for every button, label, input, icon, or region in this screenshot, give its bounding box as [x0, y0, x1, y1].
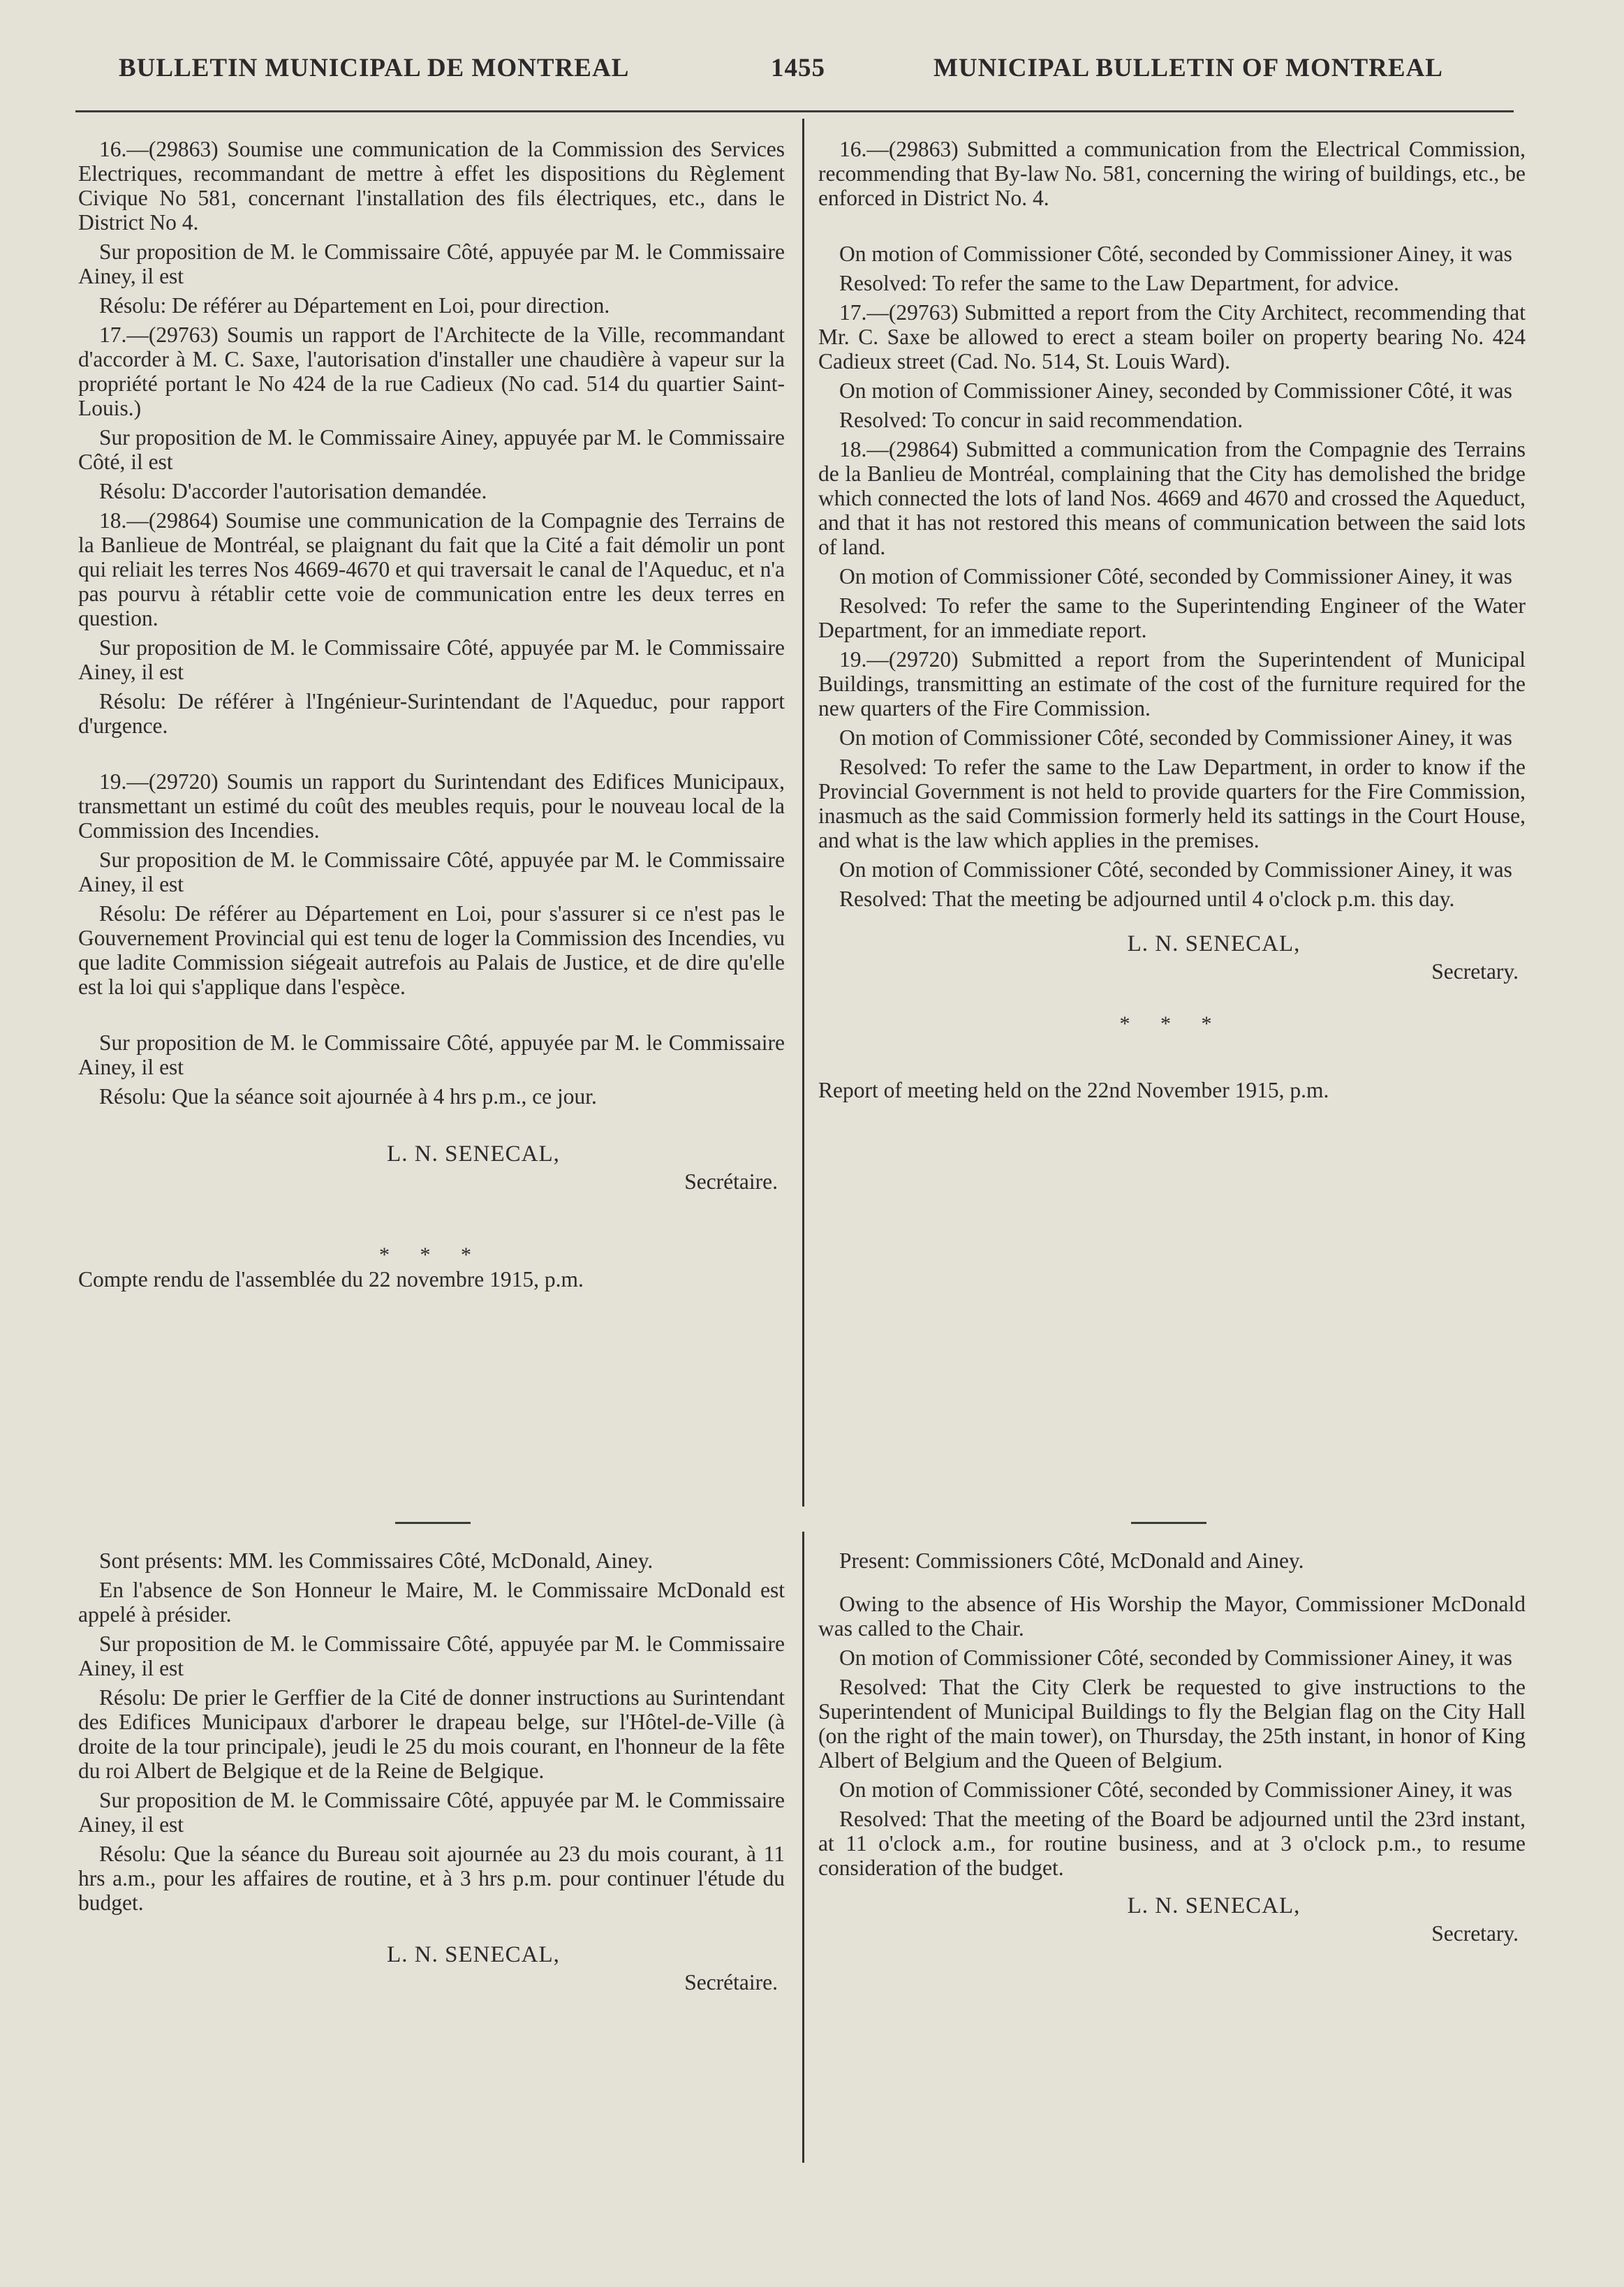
english-column-session-1	[818, 137, 1526, 1107]
motion-17-en: On motion of Commissioner Ainey, seconded by Commissioner Côté, it was	[839, 378, 1512, 403]
present-fr: Sont présents: MM. les Commissaires Côté, McDonald, Ainey.	[99, 1548, 654, 1573]
motion-16-en: On motion of Commissioner Côté, seconded by Commissioner Ainey, it was	[839, 242, 1512, 266]
signature-title: Secrétaire.	[684, 1970, 778, 1994]
motion-19-fr: Sur proposition de M. le Commissaire Côté, appuyée par M. le Commissaire Ainey, il est	[78, 848, 785, 896]
signature-title: Secrétaire.	[684, 1169, 778, 1194]
item-18-fr: 18.—(29864) Soumise une communication de la Compagnie des Terrains de la Banlieue de Montréal, se plaignant du fait que la Cité a fait démolir un pont qui reliait les terres Nos 4669-4670 et qui traversait le canal de l'Aqueduc, et n'a pas pourvu à rétablir cette voie de communication entre les deux terres en question.	[78, 508, 785, 630]
section-rule-french	[395, 1522, 471, 1524]
section-rule-english	[1131, 1522, 1206, 1524]
resolution-17-en: Resolved: To concur in said recommendation.	[839, 408, 1243, 432]
french-column-session-2	[78, 1548, 785, 1994]
french-column-session-1	[78, 137, 785, 1296]
signature-title: Secretary.	[1431, 959, 1519, 984]
resolution-flag-fr: Résolu: De prier le Gerffier de la Cité de donner instructions au Surintendant des Edifices Municipaux d'arborer le drapeau belge, sur l'Hôtel-de-Ville (à droite de la tour principale), jeudi le 25 du mois courant, en l'honneur de la fête du roi Albert de Belgique et de la Reine de Belgique.	[78, 1685, 785, 1783]
column-divider-top	[802, 119, 804, 1507]
signature-name: L. N. SENECAL,	[387, 1942, 560, 1967]
resolution-adjourn-fr: Résolu: Que la séance soit ajournée à 4 hrs p.m., ce jour.	[99, 1084, 597, 1109]
motion-adjourn-fr: Sur proposition de M. le Commissaire Côté, appuyée par M. le Commissaire Ainey, il est	[78, 1030, 785, 1079]
signature-block-en-1	[818, 932, 1526, 984]
signature-block-fr-1	[78, 1142, 785, 1194]
header-rule	[75, 110, 1514, 112]
item-18-en: 18.—(29864) Submitted a communication from the Compagnie des Terrains de la Banlieu de Montréal, complaining that the City has demolished the bridge which connected the lots of land Nos. 4669 and 4670 and crossed the Aqueduct, and that it has not restored this means of communication between the said lots of land.	[818, 437, 1526, 559]
resolution-adjourn-2-fr: Résolu: Que la séance du Bureau soit ajournée au 23 du mois courant, à 11 hrs a.m., pour les affaires de routine, et à 3 hrs p.m. pour continuer l'étude du budget.	[78, 1842, 785, 1915]
signature-block-en-2	[818, 1894, 1526, 1946]
resolution-18-en: Resolved: To refer the same to the Superintending Engineer of the Water Department, for an immediate report.	[818, 593, 1526, 642]
motion-16-fr: Sur proposition de M. le Commissaire Côté, appuyée par M. le Commissaire Ainey, il est	[78, 239, 785, 288]
item-17-en: 17.—(29763) Submitted a report from the City Architect, recommending that Mr. C. Saxe be allowed to erect a steam boiler on property bearing No. 424 Cadieux street (Cad. No. 514, St. Louis Ward).	[818, 300, 1526, 373]
motion-18-en: On motion of Commissioner Côté, seconded by Commissioner Ainey, it was	[839, 564, 1512, 589]
item-19-fr: 19.—(29720) Soumis un rapport du Surintendant des Edifices Municipaux, transmettant un estimé du coût des meubles requis, pour le nouveau local de la Commission des Incendies.	[78, 769, 785, 843]
meeting-report-heading-fr: Compte rendu de l'assemblée du 22 novembre 1915, p.m.	[78, 1267, 584, 1291]
english-column-session-2	[818, 1548, 1526, 1946]
resolution-19-fr: Résolu: De référer au Département en Loi, pour s'assurer si ce n'est pas le Gouvernement Provincial qui est tenu de loger la Commission des Incendies, vu que ladite Commission siégeait autrefois au Palais de Justice, et de dire qu'elle est la loi qui s'applique dans l'espèce.	[78, 901, 785, 999]
signature-name: L. N. SENECAL,	[1127, 1893, 1301, 1918]
motion-adjourn-2-en: On motion of Commissioner Côté, seconded by Commissioner Ainey, it was	[839, 1777, 1512, 1802]
page-number: 1455	[771, 54, 825, 82]
resolution-16-fr: Résolu: De référer au Département en Loi, pour direction.	[99, 293, 610, 318]
motion-19-en: On motion of Commissioner Côté, seconded by Commissioner Ainey, it was	[839, 725, 1512, 750]
motion-adjourn-en: On motion of Commissioner Côté, seconded by Commissioner Ainey, it was	[839, 857, 1512, 882]
section-separator-stars: * * *	[1119, 1012, 1225, 1035]
resolution-17-fr: Résolu: D'accorder l'autorisation demandée.	[99, 479, 487, 503]
signature-title: Secretary.	[1431, 1921, 1519, 1946]
page-header	[0, 0, 1624, 119]
resolution-flag-en: Resolved: That the City Clerk be requested to give instructions to the Superintendent of Municipal Buildings to fly the Belgian flag on the City Hall (on the right of the main tower), on Thursday, the 25th instant, in honor of King Albert of Belgium and the Queen of Belgium.	[818, 1675, 1526, 1772]
column-divider-bottom	[802, 1532, 804, 2163]
resolution-18-fr: Résolu: De référer à l'Ingénieur-Surintendant de l'Aqueduc, pour rapport d'urgence.	[78, 689, 785, 738]
resolution-19-en: Resolved: To refer the same to the Law Department, in order to know if the Provincial Government is not held to provide quarters for the Fire Commission, inasmuch as the said Commission formerly held its sattings in the Court House, and what is the law which applies in the premises.	[818, 755, 1526, 852]
item-16-en: 16.—(29863) Submitted a communication from the Electrical Commission, recommending that By-law No. 581, concerning the wiring of buildings, etc., be enforced in District No. 4.	[818, 137, 1526, 210]
motion-18-fr: Sur proposition de M. le Commissaire Côté, appuyée par M. le Commissaire Ainey, il est	[78, 635, 785, 684]
present-en: Present: Commissioners Côté, McDonald and Ainey.	[839, 1548, 1304, 1573]
signature-name: L. N. SENECAL,	[387, 1141, 560, 1167]
signature-block-fr-2	[78, 1943, 785, 1994]
item-16-fr: 16.—(29863) Soumise une communication de la Commission des Services Electriques, recommandant de mettre à effet les dispositions du Règlement Civique No 581, concernant l'installation des fils électriques, etc., dans le District No 4.	[78, 137, 785, 235]
header-french-title: BULLETIN MUNICIPAL DE MONTREAL	[119, 54, 630, 82]
resolution-adjourn-2-en: Resolved: That the meeting of the Board be adjourned until the 23rd instant, at 11 o'clock a.m., for routine business, and at 3 o'clock p.m., to resume consideration of the budget.	[818, 1807, 1526, 1880]
motion-flag-fr: Sur proposition de M. le Commissaire Côté, appuyée par M. le Commissaire Ainey, il est	[78, 1631, 785, 1680]
header-english-title: MUNICIPAL BULLETIN OF MONTREAL	[933, 54, 1443, 82]
chair-fr: En l'absence de Son Honneur le Maire, M. le Commissaire McDonald est appelé à présider.	[78, 1578, 785, 1627]
chair-en: Owing to the absence of His Worship the Mayor, Commissioner McDonald was called to the Chair.	[818, 1592, 1526, 1641]
meeting-report-heading-en: Report of meeting held on the 22nd November 1915, p.m.	[818, 1078, 1329, 1102]
motion-17-fr: Sur proposition de M. le Commissaire Ainey, appuyée par M. le Commissaire Côté, il est	[78, 425, 785, 474]
motion-flag-en: On motion of Commissioner Côté, seconded by Commissioner Ainey, it was	[839, 1645, 1512, 1670]
section-separator-stars: * * *	[379, 1243, 484, 1266]
item-17-fr: 17.—(29763) Soumis un rapport de l'Architecte de la Ville, recommandant d'accorder à M. C. Saxe, l'autorisation d'installer une chaudière à vapeur sur la propriété portant le No 424 de la rue Cadieux (No cad. 514 du quartier Saint-Louis.)	[78, 323, 785, 420]
resolution-16-en: Resolved: To refer the same to the Law Department, for advice.	[839, 271, 1399, 295]
item-19-en: 19.—(29720) Submitted a report from the Superintendent of Municipal Buildings, transmitting an estimate of the cost of the furniture required for the new quarters of the Fire Commission.	[818, 647, 1526, 720]
resolution-adjourn-en: Resolved: That the meeting be adjourned until 4 o'clock p.m. this day.	[839, 887, 1455, 911]
signature-name: L. N. SENECAL,	[1127, 931, 1301, 956]
motion-adjourn-2-fr: Sur proposition de M. le Commissaire Côté, appuyée par M. le Commissaire Ainey, il est	[78, 1788, 785, 1837]
